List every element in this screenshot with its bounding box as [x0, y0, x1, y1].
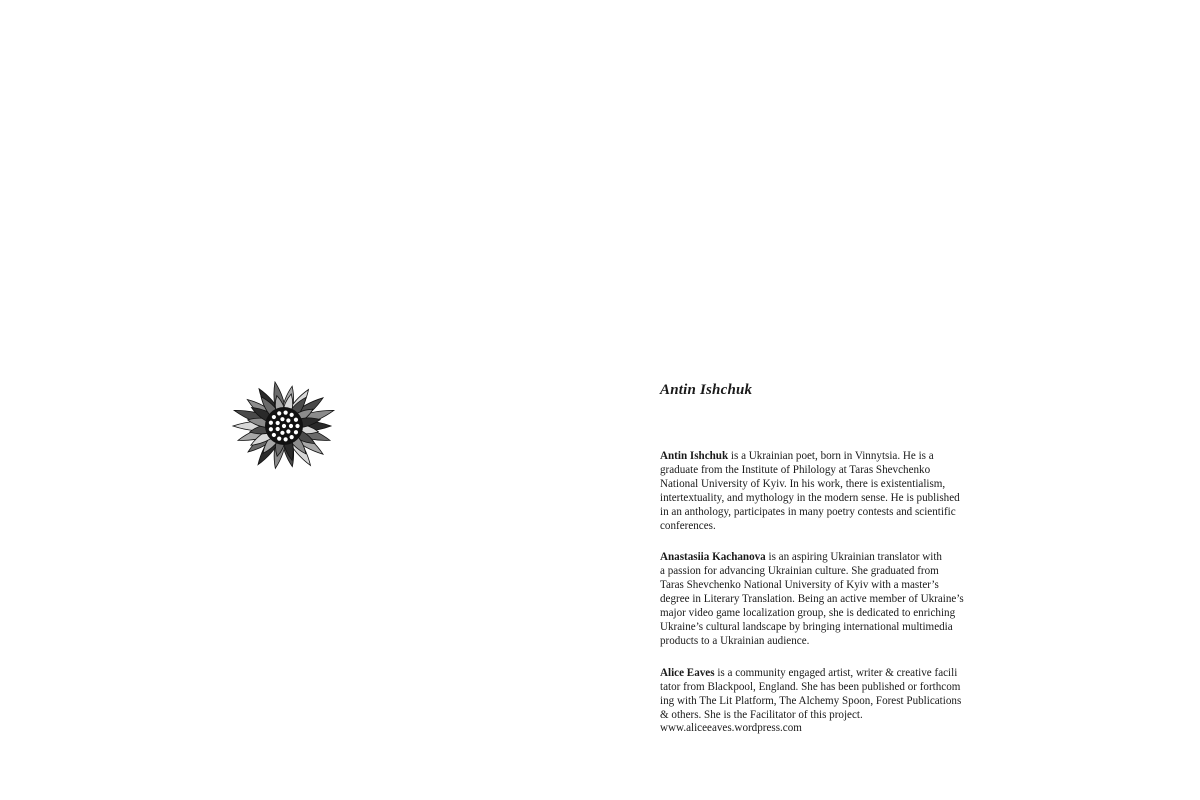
bio-text: is an aspiring Ukrainian translator with a passion for advancing Ukrainian culture. She graduated from Taras Shevchenko National University of Kyiv with a master’s degree in Literary Translation. Being an active member of Ukraine’s major video game localization group, she is dedicated to enriching Ukraine’s cultural landscape by bringing international multimedia products to a Ukrainian audience. [660, 551, 964, 647]
sunflower-seed [276, 421, 280, 425]
sunflower-seed [284, 410, 288, 414]
sunflower-seed [276, 427, 280, 431]
sunflower-seed [269, 421, 273, 425]
bio-name: Anastasiia Kachanova [660, 551, 766, 564]
bio-name: Antin Ishchuk [660, 450, 729, 462]
sunflower-seed [277, 437, 281, 441]
sunflower-seed [272, 433, 276, 437]
sunflower-icon [228, 376, 340, 476]
sunflower-seed [284, 437, 288, 441]
sunflower-seed [286, 429, 290, 433]
bio-name: Alice Eaves [660, 666, 715, 679]
sunflower-seed [290, 413, 294, 417]
bio-alice-eaves [660, 667, 1005, 737]
sunflower-seed [290, 435, 294, 439]
bio-text: is a Ukrainian poet, born in Vinnytsia. He is a graduate from the Institute of Philology at Taras Shevchenko National University of Kyiv. In his work, there is existentialism, intertextuality, and mythology in the modern sense. He is published in an anthology, participates in many poetry contests and scientific conferences. [660, 450, 960, 532]
sunflower-seed [295, 424, 299, 428]
sunflower-seed [272, 415, 276, 419]
sunflower-seed [282, 424, 286, 428]
bio-anastasiia-kachanova [660, 551, 1005, 648]
sunflower-seed [294, 430, 298, 434]
sunflower-seed [286, 418, 290, 422]
bio-antin-ishchuk [660, 450, 1005, 533]
sunflower-seed [280, 431, 284, 435]
author-heading: Antin Ishchuk [660, 382, 753, 398]
sunflower-seed [289, 424, 293, 428]
sunflower-seed [280, 417, 284, 421]
contributor-bios [660, 450, 1005, 754]
sunflower-seed [269, 427, 273, 431]
sunflower-seed [294, 418, 298, 422]
sunflower-seed [277, 411, 281, 415]
bio-text: is a community engaged artist, writer & creative facili tator from Blackpool, England. She has been published or forthcom ing with The Lit Platform, The Alchemy Spoon, Forest Publications & others. She is the Facilitator of this project. www.aliceeaves.wordpress.com [660, 666, 962, 735]
right-page [600, 0, 1200, 800]
